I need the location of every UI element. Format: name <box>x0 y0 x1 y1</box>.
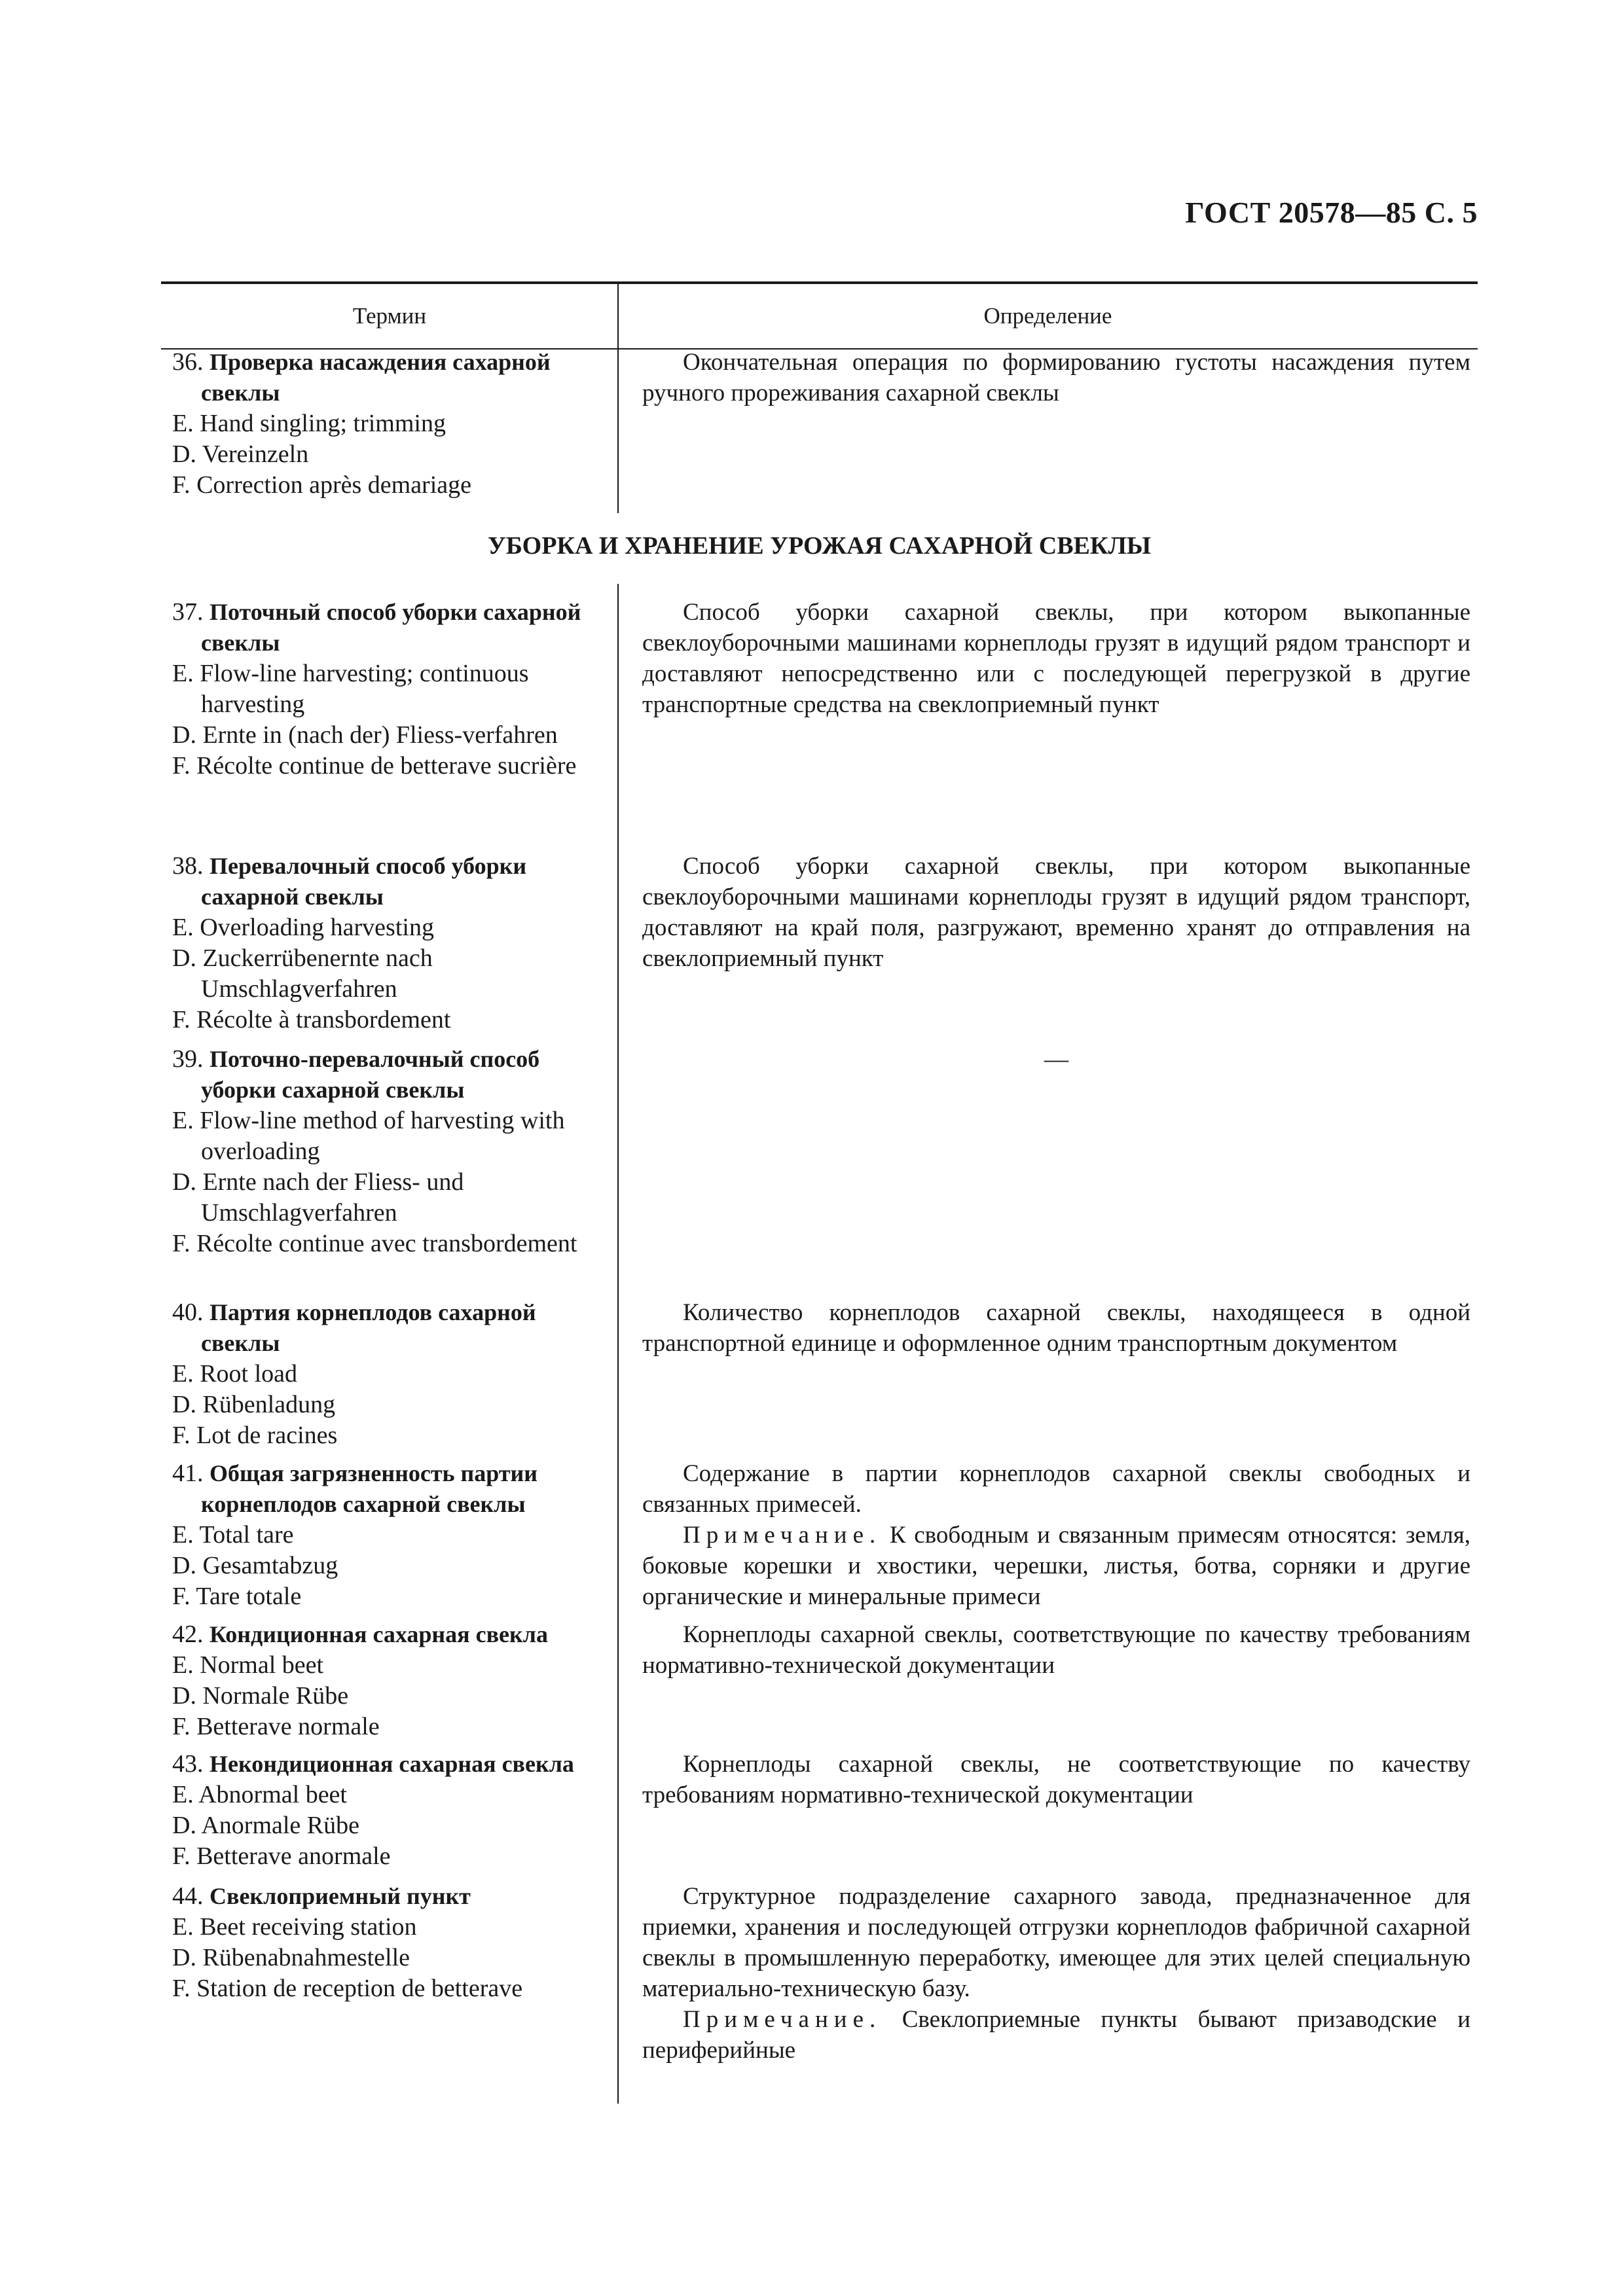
term-english: E. Root load <box>172 1360 298 1388</box>
definition-cell: Количество корнеплодов сахарной свеклы, находящееся в одной транспортной единице и оформленное одним транспортным документом <box>642 1299 1470 1357</box>
term-english: E. Abnormal beet <box>172 1781 347 1808</box>
term-english: E. Flow-line harvesting; continuous harvesting <box>172 660 529 718</box>
term-german: D. Gesamtabzug <box>172 1552 338 1579</box>
term-cell: 43. Некондиционная сахарная свекла E. Abnormal beet D. Anormale Rübe F. Betterave anormale <box>172 1749 604 1872</box>
column-term-header: Термин <box>352 303 427 329</box>
term-german: D. Anormale Rübe <box>172 1812 360 1839</box>
section-title: УБОРКА И ХРАНЕНИЕ УРОЖАЯ САХАРНОЙ СВЕКЛЫ <box>487 532 1152 560</box>
no-definition-dash: — <box>1044 1046 1068 1073</box>
page-header: ГОСТ 20578—85 С. 5 <box>1185 196 1478 229</box>
term-french: F. Tare totale <box>172 1583 302 1610</box>
definition-cell: Окончательная операция по формированию густоты насаждения путем ручного прореживания сахарной свеклы <box>642 349 1470 406</box>
term-cell: 36. Проверка насаждения сахарной свеклы E. Hand singling; trimming D. Vereinzeln F. Correction après demariage <box>172 347 604 501</box>
term-cell: 41. Общая загрязненность партии корнеплодов сахарной свеклы E. Total tare D. Gesamtabzug F. Tare totale <box>172 1458 604 1612</box>
term-french: F. Récolte à transbordement <box>172 1006 451 1033</box>
term-english: E. Overloading harvesting <box>172 914 434 941</box>
definition-cell: Корнеплоды сахарной свеклы, не соответствующие по качеству требованиям нормативно-технической документации <box>642 1751 1470 1808</box>
term-name: Поточно-перевалочный способ уборки сахарной свеклы <box>201 1046 540 1103</box>
term-french: F. Récolte continue de betterave sucrière <box>172 752 577 780</box>
term-french: F. Lot de racines <box>172 1422 338 1449</box>
term-cell: 39. Поточно-перевалочный способ уборки сахарной свеклы E. Flow-line method of harvesting with overloading D. Ernte nach der Fliess- und Umschlagverfahren F. Récolte continue avec transbordement <box>172 1044 604 1259</box>
column-divider-main <box>617 584 619 2104</box>
note: Примечание. Свеклоприемные пункты бывают призаводские и периферийные <box>642 2006 1471 2064</box>
term-cell: 44. Свеклоприемный пункт E. Beet receiving station D. Rübenabnahmestelle F. Station de reception de betterave <box>172 1881 604 2004</box>
term-cell: 37. Поточный способ уборки сахарной свеклы E. Flow-line harvesting; continuous harvesting D. Ernte in (nach der) Fliess-verfahren F. Récolte continue de betterave sucrière <box>172 597 604 781</box>
note: Примечание. К свободным и связанным примесям относятся: земля, боковые корешки и хвостики, черешки, листья, ботва, сорняки и другие органические и минеральные примеси <box>642 1522 1471 1610</box>
term-english: E. Flow-line method of harvesting with overloading <box>172 1107 565 1165</box>
term-french: F. Betterave normale <box>172 1713 380 1740</box>
term-english: E. Hand singling; trimming <box>172 410 446 437</box>
term-german: D. Ernte in (nach der) Fliess-verfahren <box>172 721 558 749</box>
term-name: Перевалочный способ уборки сахарной свеклы <box>201 853 527 910</box>
term-english: E. Normal beet <box>172 1651 324 1679</box>
term-name: Общая загрязненность партии корнеплодов сахарной свеклы <box>201 1460 538 1517</box>
term-name: Некондиционная сахарная свекла <box>210 1751 574 1777</box>
term-french: F. Betterave anormale <box>172 1842 391 1870</box>
term-french: F. Station de reception de betterave <box>172 1975 523 2002</box>
term-german: D. Zuckerrübenernte nach Umschlagverfahren <box>172 944 433 1003</box>
definition-cell: Корнеплоды сахарной свеклы, соответствующие по качеству требованиям нормативно-технической документации <box>642 1621 1470 1679</box>
term-name: Кондиционная сахарная свекла <box>210 1621 548 1647</box>
term-german: D. Vereinzeln <box>172 440 309 468</box>
table-column-header <box>161 281 1478 350</box>
term-english: E. Total tare <box>172 1521 294 1549</box>
term-english: E. Beet receiving station <box>172 1913 417 1941</box>
term-cell: 38. Перевалочный способ уборки сахарной свеклы E. Overloading harvesting D. Zuckerrübenernte nach Umschlagverfahren F. Récolte à transbordement <box>172 851 604 1035</box>
term-german: D. Ernte nach der Fliess- und Umschlagverfahren <box>172 1168 464 1227</box>
definition-cell <box>642 1044 1470 1075</box>
term-french: F. Correction après demariage <box>172 471 472 499</box>
definition-cell: Содержание в партии корнеплодов сахарной свеклы свободных и связанных примесей. Примечание. К свободным и связанным примесям относятся: земля, боковые корешки и хвостики, черешки, листья, ботва, сорняки и другие органические и минеральные примеси <box>642 1458 1470 1612</box>
term-name: Проверка насаждения сахарной свеклы <box>201 349 551 406</box>
definition-cell: Способ уборки сахарной свеклы, при котором выкопанные свеклоуборочными машинами корнеплоды грузят в идущий рядом транспорт и доставляют непосредственно или с последующей перегрузкой в другие транспортные средства на свеклоприемный пункт <box>642 599 1470 718</box>
term-name: Партия корнеплодов сахарной свеклы <box>201 1299 536 1356</box>
definition-cell: Структурное подразделение сахарного завода, предназначенное для приемки, хранения и последующей отгрузки корнеплодов фабричной сахарной свеклы в промышленную переработку, имеющее для этих целей специальную материально-техническую базу. Примечание. Свеклоприемные пункты бывают призаводские и периферийные <box>642 1881 1470 2066</box>
term-german: D. Rübenabnahmestelle <box>172 1944 410 1971</box>
column-definition-header: Определение <box>983 303 1112 329</box>
term-german: D. Rübenladung <box>172 1391 336 1418</box>
term-name: Свеклоприемный пункт <box>210 1883 471 1909</box>
column-divider-top <box>617 281 619 513</box>
definition-cell: Способ уборки сахарной свеклы, при котором выкопанные свеклоуборочными машинами корнеплоды грузят в идущий рядом транспорт, доставляют на край поля, разгружают, временно хранят до отправления на свеклоприемный пункт <box>642 853 1470 972</box>
note-label: Примечание. <box>683 1522 882 1549</box>
term-cell: 40. Партия корнеплодов сахарной свеклы E. Root load D. Rübenladung F. Lot de racines <box>172 1297 604 1451</box>
term-german: D. Normale Rübe <box>172 1682 349 1710</box>
term-name: Поточный способ уборки сахарной свеклы <box>201 599 581 656</box>
note-label: Примечание. <box>683 2006 882 2033</box>
term-cell: 42. Кондиционная сахарная свекла E. Normal beet D. Normale Rübe F. Betterave normale <box>172 1619 604 1742</box>
term-french: F. Récolte continue avec transbordement <box>172 1230 577 1257</box>
